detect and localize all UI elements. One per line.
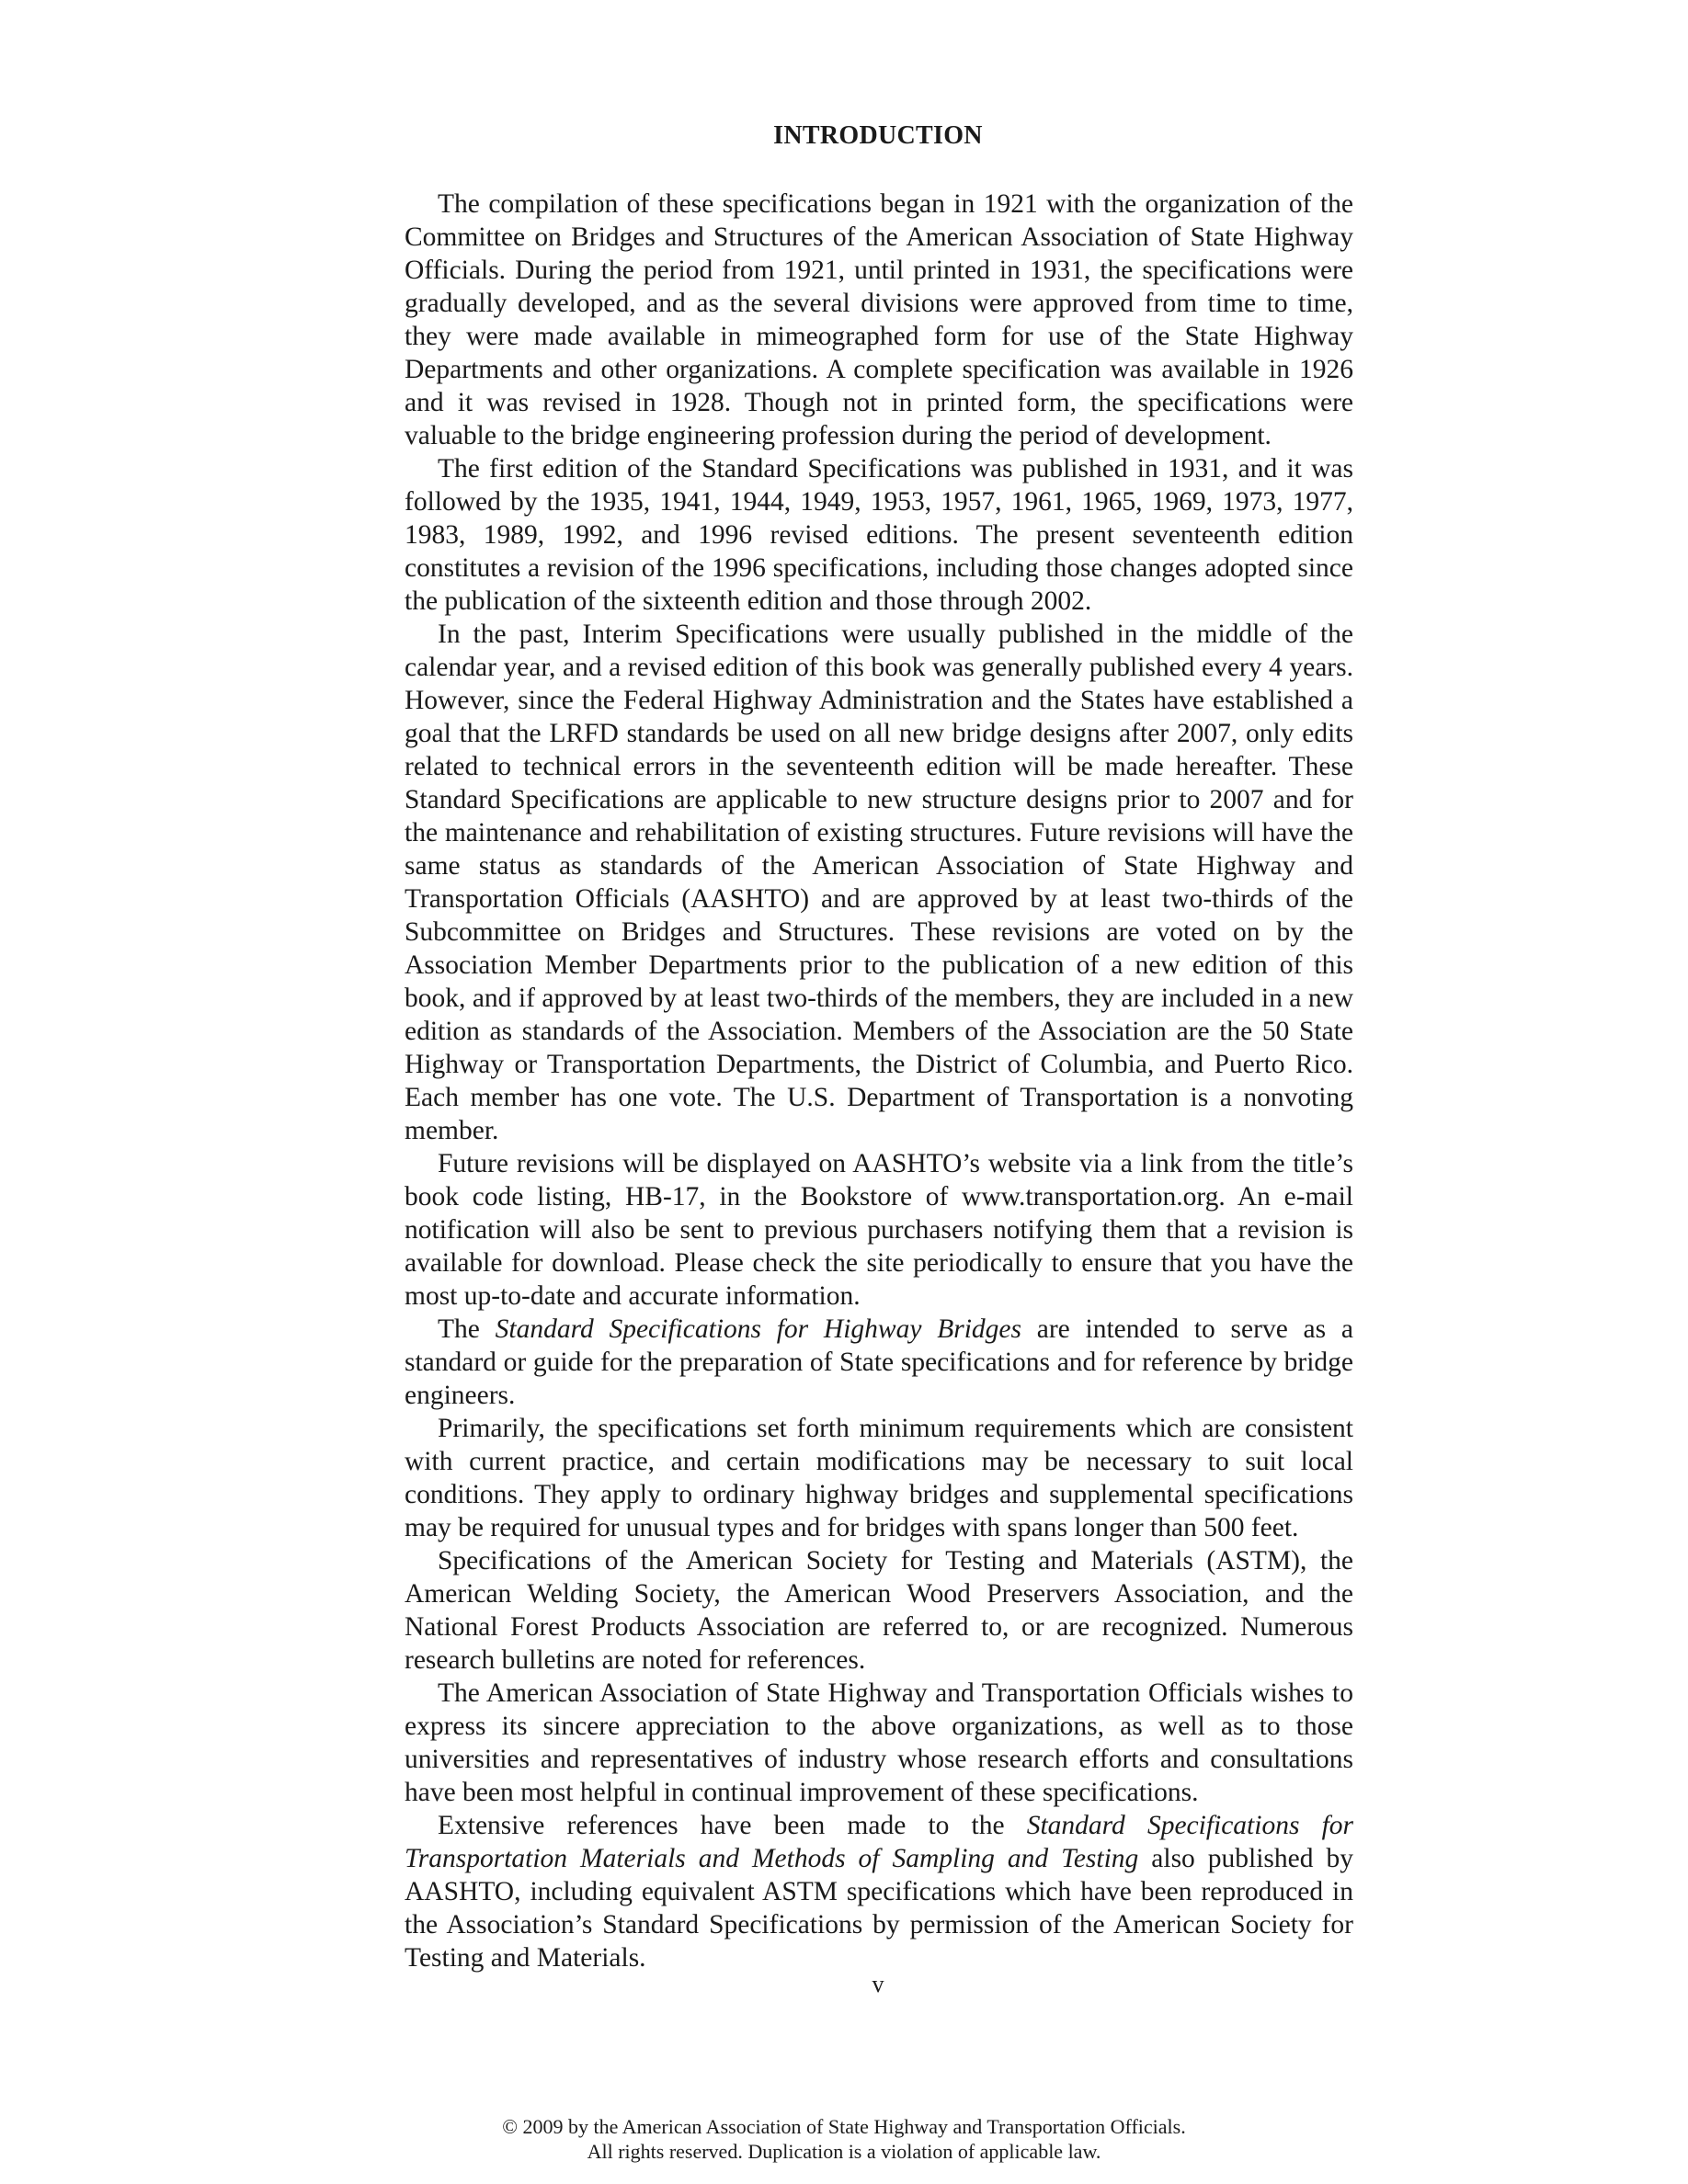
paragraph-minimum-requirements: Primarily, the specifications set forth minimum requirements which are consistent with current practice, and certain modifications may be necessary to suit local conditions. They apply to ordinary highway bridges and supplemental specifications may be required for unusual types and for bridges with spans longer than 500 feet. (405, 1414, 1353, 1542)
paragraph-purpose-lead: The (438, 1314, 496, 1344)
paragraph-appreciation: The American Association of State Highway and Transportation Officials wishes to express its sincere appreciation to the above organizations, as well as to those universities and representatives of industry whose research efforts and consultations have been most helpful in continual improvement of these specifications. (405, 1678, 1353, 1807)
body-text (405, 188, 1353, 1974)
page-title: INTRODUCTION (773, 121, 983, 150)
paragraph-references-rest: also published by AASHTO, including equivalent ASTM specifications which have been reproduced in the Association’s Standard Specifications by permission of the American Society for Testing and Materials. (405, 1844, 1353, 1973)
paragraph-editions: The first edition of the Standard Specifications was published in 1931, and it was followed by the 1935, 1941, 1944, 1949, 1953, 1957, 1961, 1965, 1969, 1973, 1977, 1983, 1989, 1992, and 1996 revised editions. The present seventeenth edition constitutes a revision of the 1996 specifications, including those changes adopted since the publication of the sixteenth edition and those through 2002. (405, 454, 1353, 616)
paragraph-compilation-history: The compilation of these specifications began in 1921 with the organization of the Committee on Bridges and Structures of the American Association of State Highway Officials. During the period from 1921, until printed in 1931, the specifications were gradually developed, and as the several divisions were approved from time to time, they were made available in mimeographed form for use of the State Highway Departments and other organizations. A complete specification was available in 1926 and it was revised in 1928. Though not in printed form, the specifications were valuable to the bridge engineering profession during the period of development. (405, 189, 1353, 450)
paragraph-referenced-organizations: Specifications of the American Society for Testing and Materials (ASTM), the American Welding Society, the American Wood Preservers Association, and the National Forest Products Association are referred to, or are recognized. Numerous research bulletins are noted for references. (405, 1546, 1353, 1675)
paragraph-future-revisions: Future revisions will be displayed on AASHTO’s website via a link from the title’s book code listing, HB-17, in the Bookstore of www.transportation.org. An e-mail notification will also be sent to previous purchasers notifying them that a revision is available for download. Please check the site periodically to ensure that you have the most up-to-date and accurate information. (405, 1149, 1353, 1311)
copyright-footer (0, 2114, 1688, 2164)
paragraph-references (405, 1809, 1353, 1974)
materials-spec-title-italic: Standard Specifications for Transportation Materials and Methods of Sampling and Testing (405, 1811, 1353, 1873)
paragraph-purpose-rest: are intended to serve as a standard or guide for the preparation of State specifications and for reference by bridge engineers. (405, 1314, 1353, 1410)
paragraph-interim-specifications: In the past, Interim Specifications were usually published in the middle of the calendar year, and a revised edition of this book was generally published every 4 years. However, since the Federal Highway Administration and the States have established a goal that the LRFD standards be used on all new bridge designs after 2007, only edits related to technical errors in the seventeenth edition will be made hereafter. These Standard Specifications are applicable to new structure designs prior to 2007 and for the maintenance and rehabilitation of existing structures. Future revisions will have the same status as standards of the American Association of State Highway and Transportation Officials (AASHTO) and are approved by at least two-thirds of the Subcommittee on Bridges and Structures. These revisions are voted on by the Association Member Departments prior to the publication of a new edition of this book, and if approved by at least two-thirds of the members, they are included in a new edition as standards of the Association. Members of the Association are the 50 State Highway or Transportation Departments, the District of Columbia, and Puerto Rico. Each member has one vote. The U.S. Department of Transportation is a nonvoting member. (405, 620, 1353, 1145)
paragraph-references-lead: Extensive references have been made to the (438, 1811, 1027, 1840)
book-title-italic: Standard Specifications for Highway Bridges (495, 1314, 1021, 1344)
paragraph-purpose (405, 1313, 1353, 1412)
rights-line: All rights reserved. Duplication is a violation of applicable law. (587, 2140, 1101, 2163)
page-number: v (872, 1971, 884, 1997)
copyright-line: © 2009 by the American Association of State Highway and Transportation Officials. (502, 2115, 1186, 2138)
